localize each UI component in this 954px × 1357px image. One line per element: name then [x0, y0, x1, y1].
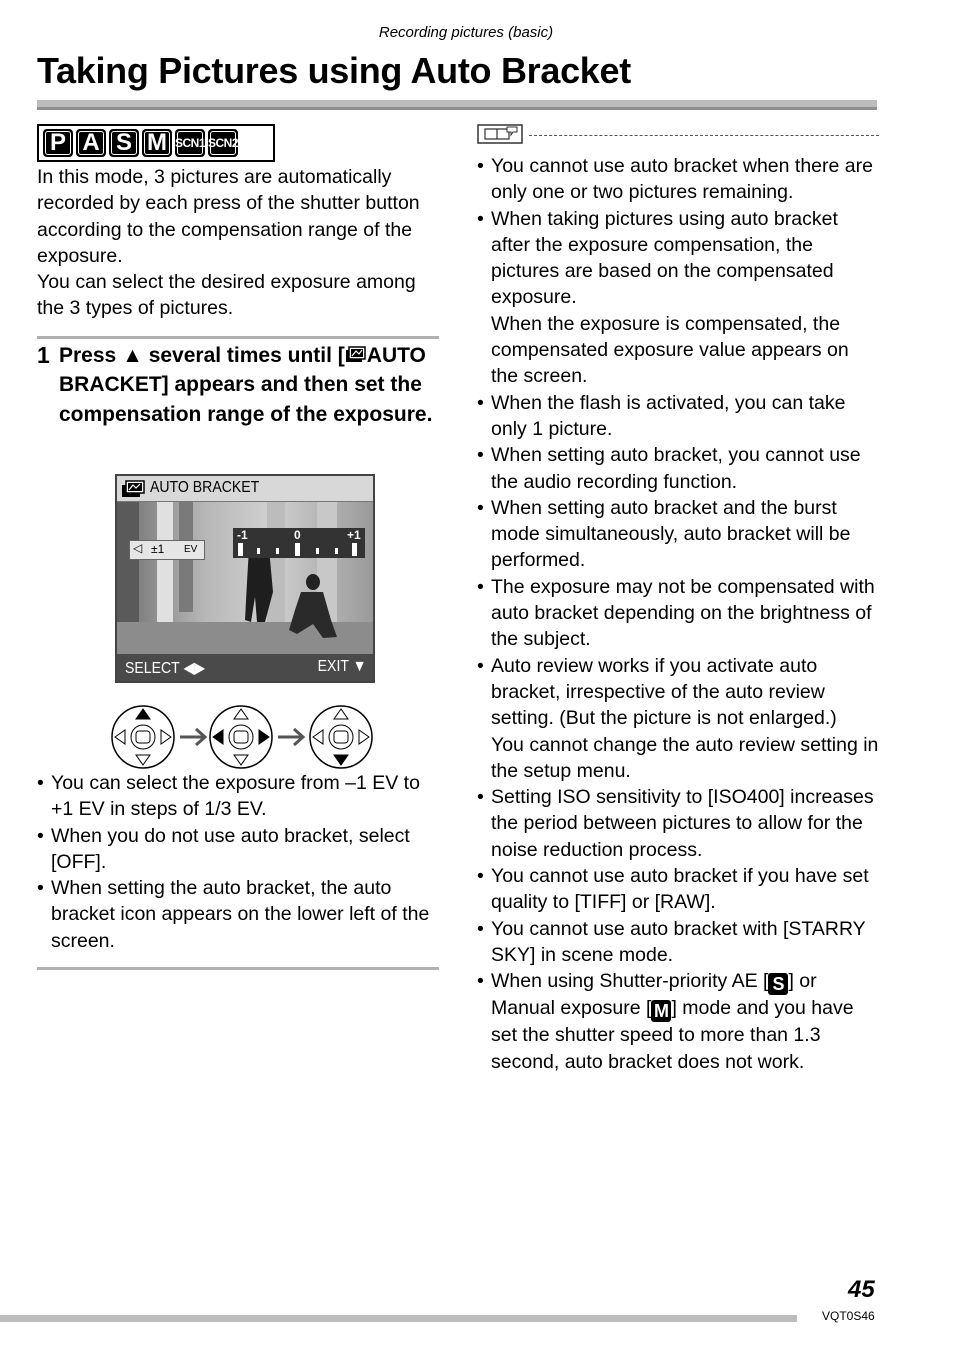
intro-paragraph: In this mode, 3 pictures are automatically recorded by each press of the shutter button according to the compensation range of the exposure. [37, 166, 420, 267]
ev-value: ±1 [151, 542, 165, 556]
title-underline [37, 100, 877, 110]
ev-indicator [129, 540, 205, 560]
step-instruction [37, 341, 439, 429]
ev-unit: EV [184, 544, 198, 555]
scale-zero-label: 0 [294, 528, 301, 542]
scale-minus-label: -1 [237, 528, 248, 542]
scale-ticks [233, 541, 365, 558]
page-title: Taking Pictures using Auto Bracket [37, 50, 631, 91]
left-notes [37, 770, 439, 954]
list-item: • When the flash is activated, you can take only 1 picture. [477, 390, 879, 443]
mode-p-icon: P [43, 129, 73, 157]
step-text-rest2: AUTO BRACKET] appears and then set the compensation range of the exposure. [59, 344, 433, 426]
list-item: • When setting the auto bracket, the auto bracket icon appears on the lower left of the screen. [37, 875, 439, 954]
note-header [477, 124, 879, 146]
step-text-rest1: several times until [ [142, 344, 345, 367]
down-arrow-icon: ▼ [353, 658, 367, 675]
mode-a-icon: A [76, 129, 106, 157]
step-text-press: Press [59, 344, 123, 367]
list-item: • Auto review works if you activate auto bracket, irrespective of the auto review setting. (But the picture is not enlarged.) You cannot change the auto review setting in the setup menu. [477, 653, 879, 784]
intro-text [37, 164, 437, 322]
right-notes [477, 153, 879, 1075]
list-item: • The exposure may not be compensated with auto bracket depending on the brightness of the subject. [477, 574, 879, 653]
lcd-select-label: SELECT ◀▶ [125, 660, 206, 677]
mode-s-icon: S [109, 129, 139, 157]
list-item: • You cannot use auto bracket when there are only one or two pictures remaining. [477, 153, 879, 206]
lcd-menu-bar [117, 476, 373, 502]
cursor-button-sequence [110, 704, 380, 770]
arrow-right-icon [278, 729, 303, 745]
lcd-exit-label: EXIT ▼ [318, 658, 367, 675]
list-item: • When setting auto bracket, you cannot use the audio recording function. [477, 442, 879, 495]
document-code: VQT0S46 [822, 1309, 875, 1323]
list-item: • When setting auto bracket and the burst mode simultaneously, auto bracket will be performed. [477, 495, 879, 574]
footer-bar [0, 1315, 797, 1322]
list-item: • You can select the exposure from –1 EV to +1 EV in steps of 1/3 EV. [37, 770, 439, 823]
list-item: • You cannot use auto bracket with [STARRY SKY] in scene mode. [477, 916, 879, 969]
lcd-preview-photo [117, 502, 373, 657]
note-dashed-line [529, 135, 879, 136]
up-arrow-icon: ▲ [122, 344, 143, 367]
list-item: • When taking pictures using auto bracket after the exposure compensation, the pictures are based on the compensated exposure. When the exposure is compensated, the compensated exposure value appears on the screen. [477, 206, 879, 390]
step-number: 1 [37, 342, 50, 368]
note-book-icon [477, 124, 523, 144]
page-number: 45 [848, 1276, 875, 1303]
mode-icons-box [37, 124, 275, 162]
mode-scn2-icon: SCN2 [208, 129, 238, 157]
ev-scale [233, 528, 365, 558]
list-item: • When using Shutter-priority AE [ S ] or Manual exposure [ M ] mode and you have set the shutter speed to more than 1.3 second, auto bracket does not work. [477, 968, 879, 1075]
lcd-menu-title: AUTO BRACKET [150, 479, 260, 496]
list-item: • When you do not use auto bracket, select [OFF]. [37, 823, 439, 876]
scale-plus-label: +1 [347, 528, 361, 542]
dial-left-right-icon [210, 706, 272, 768]
mode-s-icon: S [768, 973, 788, 995]
intro-paragraph: You can select the desired exposure among the 3 types of pictures. [37, 271, 416, 320]
dial-down-icon [310, 706, 372, 768]
divider [37, 967, 439, 970]
camera-lcd-screen [115, 474, 375, 683]
section-label: Recording pictures (basic) [378, 24, 554, 41]
mode-m-icon: M [142, 129, 172, 157]
mode-m-icon: M [651, 1000, 671, 1022]
auto-bracket-icon [121, 479, 147, 498]
dial-up-icon [112, 706, 174, 768]
mode-scn1-icon: SCN1 [175, 129, 205, 157]
lcd-bottom-bar [117, 654, 373, 681]
divider [37, 336, 439, 339]
auto-bracket-icon [345, 345, 367, 365]
left-right-arrows-icon: ◀▶ [183, 660, 206, 677]
list-item: • You cannot use auto bracket if you have set quality to [TIFF] or [RAW]. [477, 863, 879, 916]
list-item: • Setting ISO sensitivity to [ISO400] increases the period between pictures to allow for the noise reduction process. [477, 784, 879, 863]
arrow-right-icon [180, 729, 205, 745]
left-arrow-icon: ◁ [133, 541, 143, 555]
